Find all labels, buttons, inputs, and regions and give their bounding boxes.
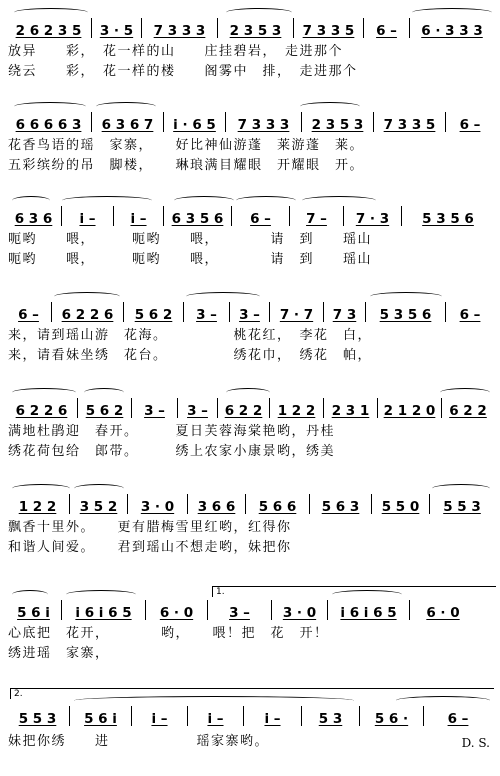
- notes: 5 6 2: [85, 403, 124, 419]
- measure: [290, 206, 344, 226]
- notes: 5 6 6: [258, 499, 297, 515]
- measure: [146, 600, 208, 620]
- notes: 7 3 3 5: [383, 117, 436, 133]
- notes: 2 3 1: [331, 403, 370, 419]
- lyric-line-1: 花香鸟语的瑶 家寨， 好比神仙游蓬 莱游蓬 莱。: [8, 138, 365, 153]
- measure: [246, 494, 310, 514]
- measure: [6, 112, 92, 132]
- measure: [92, 18, 142, 38]
- slur: [302, 196, 376, 205]
- slur: [14, 102, 86, 111]
- notes: 3 · 5: [99, 23, 134, 39]
- notes: 6 · 0: [159, 605, 194, 621]
- lyric-line-1: 满地杜鹃迎 春开。 夏日芙蓉海棠艳哟，丹桂: [8, 424, 336, 439]
- lyric-line-1: 心底把 花开， 哟， 喂！把 花 开！: [8, 626, 329, 641]
- notes: 6 –: [447, 711, 469, 727]
- measure: [230, 302, 270, 322]
- notes: 6 –: [376, 23, 397, 39]
- notes: 6 6 6 6 3: [15, 117, 82, 133]
- measure: [226, 112, 302, 132]
- notes: 3 · 0: [282, 605, 317, 621]
- measure: [442, 398, 494, 418]
- measure: [272, 600, 328, 620]
- measure: [92, 112, 164, 132]
- notes: 5 3: [318, 711, 343, 727]
- slur: [96, 102, 156, 111]
- measure: [302, 112, 374, 132]
- lyric-line-1: 放异 彩， 花一样的山 庄挂碧岩， 走进那个: [8, 44, 344, 59]
- measure: [302, 706, 360, 726]
- measure: [270, 398, 324, 418]
- measure: [62, 600, 146, 620]
- slur: [12, 388, 76, 397]
- measure: [446, 112, 494, 132]
- lyric-line-2: 呃哟 喂， 呃哟 喂， 请 到 瑶山: [8, 252, 373, 267]
- notes: 3 –: [196, 307, 217, 323]
- notes: i –: [207, 711, 224, 727]
- notes: 1 2 2: [277, 403, 316, 419]
- notes: 5 6 2: [134, 307, 173, 323]
- measure: [132, 706, 188, 726]
- notes: 7 3 3 3: [153, 23, 206, 39]
- slur: [370, 292, 442, 301]
- measure: [310, 494, 372, 514]
- lyric-line-2: 绕云 彩， 花一样的楼 阁雾中 排， 走进那个: [8, 64, 358, 79]
- notes: 5 6 i: [84, 711, 117, 727]
- notes: 5 5 3: [18, 711, 57, 727]
- notes: 7 · 7: [279, 307, 314, 323]
- notes: 2 3 5 3: [311, 117, 364, 133]
- notes: 3 5 2: [79, 499, 118, 515]
- measure: [410, 600, 476, 620]
- measure: [372, 494, 430, 514]
- notes: 7 · 3: [355, 211, 390, 227]
- measure: [328, 600, 410, 620]
- measure: [424, 706, 492, 726]
- notes: 6 2 2: [449, 403, 487, 419]
- measure: [62, 206, 114, 226]
- notes: i –: [264, 711, 281, 727]
- measure: [430, 494, 494, 514]
- slur: [236, 196, 296, 205]
- measure: [324, 398, 378, 418]
- notation-row: [6, 706, 494, 726]
- measure: [218, 398, 270, 418]
- lyric-line-2: 绣进瑶 家寨，: [8, 646, 321, 661]
- measure: [6, 494, 70, 514]
- notes: i –: [130, 211, 147, 227]
- notes: 6 2 2 6: [15, 403, 68, 419]
- measure: [178, 398, 218, 418]
- measure: [446, 302, 494, 322]
- lyric-line-2: 五彩缤纷的吊 脚楼， 琳琅满目耀眼 开耀眼 开。: [8, 158, 365, 173]
- notes: 6 · 0: [426, 605, 460, 621]
- notation-row: [6, 398, 494, 418]
- notes: 3 –: [187, 403, 208, 419]
- notes: 1 2 2: [18, 499, 57, 515]
- measure: [6, 302, 52, 322]
- tie: [396, 696, 490, 705]
- slur: [174, 196, 234, 205]
- notes: 2 6 2 3 5: [15, 23, 82, 39]
- notes: 5 5 3: [443, 499, 481, 515]
- notes: 6 3 6: [14, 211, 53, 227]
- slur: [12, 484, 70, 493]
- slur: [12, 196, 50, 205]
- notes: 5 6 i: [17, 605, 50, 621]
- notes: 3 6 6: [197, 499, 236, 515]
- notes: 7 3 3 5: [302, 23, 355, 39]
- notes: 6 3 5 6: [171, 211, 224, 227]
- notes: 3 · 0: [140, 499, 175, 515]
- measure: [410, 18, 494, 38]
- slur: [412, 8, 492, 17]
- lyric-line-2: 和谐人间爱。 君到瑶山不想走哟，妹把你: [8, 540, 292, 555]
- slur: [332, 590, 402, 599]
- notes: i –: [151, 711, 168, 727]
- slur: [54, 292, 120, 301]
- measure: [6, 398, 78, 418]
- notes: 6 –: [459, 307, 481, 323]
- lyric-line-1: 妹把你绣 进 瑶家寨哟。: [8, 734, 270, 749]
- measure: [142, 18, 218, 38]
- notes: 5 5 0: [381, 499, 420, 515]
- measure: [114, 206, 164, 226]
- measure: [244, 706, 302, 726]
- slur: [62, 196, 152, 205]
- notes: 6 –: [18, 307, 39, 323]
- measure: [52, 302, 124, 322]
- slur: [66, 590, 136, 599]
- notation-row: [6, 494, 494, 514]
- measure: [270, 302, 324, 322]
- measure: [6, 600, 62, 620]
- notes: 6 –: [250, 211, 271, 227]
- measure: [378, 398, 442, 418]
- notation-row: [6, 206, 494, 226]
- lyric-line-2: 绣花荷包给 郎带。 绣上农家小康景哟，绣美: [8, 444, 336, 459]
- notes: 5 6 ·: [374, 711, 409, 727]
- notes: 6 · 3 3 3: [421, 23, 483, 39]
- slur: [12, 590, 48, 599]
- notes: 2 1 2 0: [383, 403, 436, 419]
- measure: [188, 494, 246, 514]
- measure: [132, 398, 178, 418]
- slur: [440, 388, 490, 397]
- dal-segno-mark: D. S.: [461, 736, 490, 750]
- notes: i –: [79, 211, 96, 227]
- notes: 3 –: [144, 403, 165, 419]
- slur: [226, 388, 270, 397]
- slur: [432, 484, 490, 493]
- measure: [124, 302, 184, 322]
- slur: [74, 484, 124, 493]
- slur: [186, 292, 260, 301]
- notes: 5 6 3: [321, 499, 360, 515]
- lyric-line-2: 来，请看妹坐绣 花台。 绣花巾， 绣花 帕，: [8, 348, 373, 363]
- notation-row: [6, 600, 494, 620]
- measure: [6, 206, 62, 226]
- second-ending-bracket: 2.: [10, 688, 494, 699]
- measure: [402, 206, 494, 226]
- lyric-line-1: 来，请到瑶山游 花海。 桃花红， 李花 白，: [8, 328, 373, 343]
- measure: [364, 18, 410, 38]
- tie: [74, 696, 354, 705]
- notation-row: [6, 112, 494, 132]
- notes: 6 –: [459, 117, 481, 133]
- notation-row: [6, 18, 494, 38]
- measure: [6, 18, 92, 38]
- slur: [226, 8, 292, 17]
- measure: [78, 398, 132, 418]
- notes: 2 3 5 3: [229, 23, 282, 39]
- measure: [164, 112, 226, 132]
- notes: i · 6 5: [173, 117, 216, 133]
- measure: [70, 706, 132, 726]
- slur: [300, 102, 360, 111]
- measure: [324, 302, 366, 322]
- notes: 5 3 5 6: [379, 307, 432, 323]
- measure: [360, 706, 424, 726]
- notes: 3 –: [239, 307, 260, 323]
- measure: [374, 112, 446, 132]
- measure: [164, 206, 232, 226]
- measure: [344, 206, 402, 226]
- measure: [294, 18, 364, 38]
- notes: 7 –: [306, 211, 327, 227]
- notes: 3 –: [229, 605, 250, 621]
- notes: i 6 i 6 5: [75, 605, 132, 621]
- measure: [184, 302, 230, 322]
- slur: [14, 8, 88, 17]
- lyric-line-1: 飘香十里外。 更有腊梅雪里红哟，红得你: [8, 520, 292, 535]
- measure: [218, 18, 294, 38]
- notes: 7 3: [332, 307, 357, 323]
- measure: [128, 494, 188, 514]
- notes: 6 2 2: [224, 403, 263, 419]
- lyric-line-1: 呃哟 喂， 呃哟 喂， 请 到 瑶山: [8, 232, 373, 247]
- notes: 6 3 6 7: [101, 117, 154, 133]
- measure: [232, 206, 290, 226]
- measure: [366, 302, 446, 322]
- notes: i 6 i 6 5: [340, 605, 397, 621]
- notes: 5 3 5 6: [422, 211, 474, 227]
- slur: [84, 388, 124, 397]
- measure: [70, 494, 128, 514]
- first-ending-bracket: 1.: [212, 586, 496, 597]
- measure: [208, 600, 272, 620]
- measure: [6, 706, 70, 726]
- measure: [188, 706, 244, 726]
- notes: 7 3 3 3: [237, 117, 290, 133]
- notes: 6 2 2 6: [61, 307, 114, 323]
- notation-row: [6, 302, 494, 322]
